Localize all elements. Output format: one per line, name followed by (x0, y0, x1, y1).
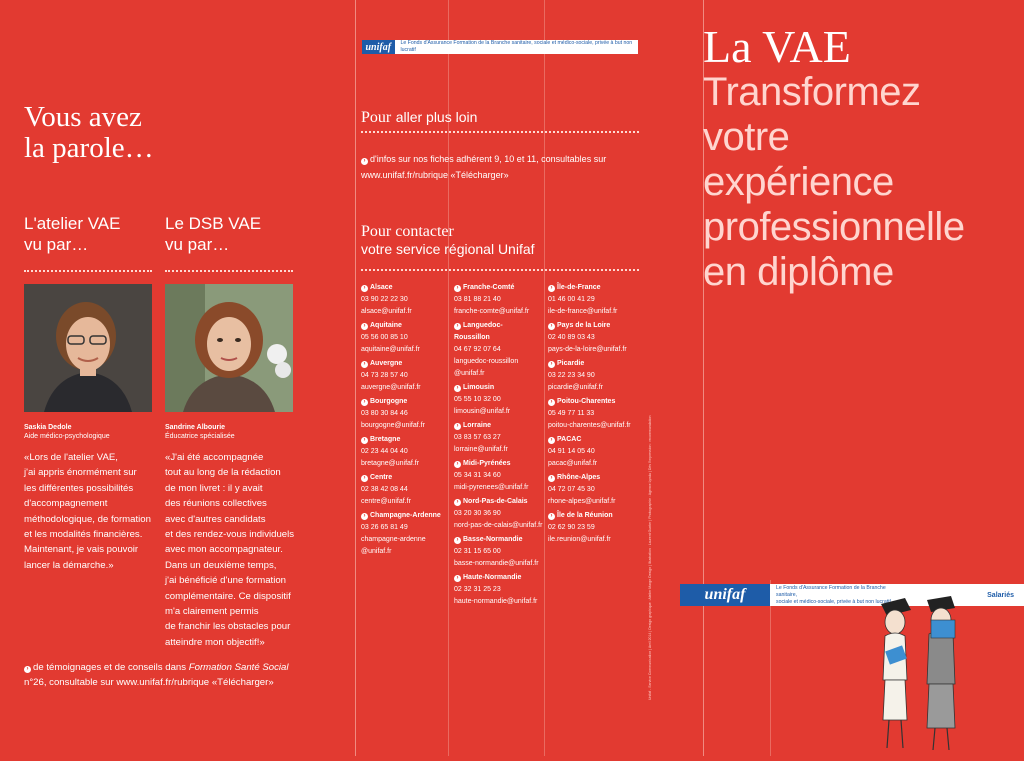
arrow-icon: › (361, 323, 368, 330)
region-alsace: › Alsace 03 90 22 22 30 alsace@unifaf.fr (361, 284, 412, 315)
arrow-icon: › (548, 437, 555, 444)
col2-heading: Le DSB VAE vu par… (165, 214, 262, 254)
region-pays-de-la-loire: › Pays de la Loire 02 40 89 03 43 pays-de-la-loire@unifaf.fr (548, 322, 627, 353)
arrow-icon: › (548, 399, 555, 406)
col2-quote: «J'ai été accompagnée tout au long de la rédaction de mon livret : il y avait des réunions collectives avec d'autres candidats et des rendez-vous individuels avec mon accompagnateur. Dans un deuxième temps, j'ai bénéficié d'une formation complémentaire. Ce dispositif m'a clairement permis de franchir les obstacles pour atteindre mon objectif!» (165, 452, 295, 648)
col2-person: Sandrine Albourie Éducatrice spécialisée (165, 424, 235, 440)
region-midi-pyrenees: › Midi-Pyrénées 05 34 31 34 60 midi-pyrenees@unifaf.fr (454, 460, 529, 491)
middle-divider-1 (361, 131, 639, 133)
regions-column-1 (361, 282, 449, 558)
region-aquitaine: › Aquitaine 05 56 00 85 10 aquitaine@unifaf.fr (361, 322, 420, 353)
region-auvergne: › Auvergne 04 73 28 57 40 auvergne@unifaf.fr (361, 360, 421, 391)
region-languedoc-roussillon: › Languedoc- Roussillon 04 67 92 07 64 languedoc-roussillon @unifaf.fr (454, 322, 519, 377)
middle-divider-2 (361, 269, 639, 271)
region-haute-normandie: › Haute-Normandie 02 32 31 25 23 haute-normandie@unifaf.fr (454, 574, 538, 605)
region-pacac: › PACAC 04 91 14 05 40 pacac@unifaf.fr (548, 436, 598, 467)
arrow-icon: › (361, 361, 368, 368)
info-note: › d'infos sur nos fiches adhérent 9, 10 et 11, consultables sur www.unifaf.fr/rubrique «Télécharger» (361, 154, 607, 180)
arrow-icon: › (548, 285, 555, 292)
arrow-icon: › (361, 285, 368, 292)
region-centre: › Centre 02 38 42 08 44 centre@unifaf.fr (361, 474, 411, 505)
arrow-icon: › (361, 513, 368, 520)
col1-heading: L'atelier VAE vu par… (24, 214, 121, 254)
unifaf-logo-cover: unifaf (680, 584, 770, 606)
arrow-icon: › (454, 423, 461, 430)
audience-label: Salariés (987, 591, 1014, 599)
arrow-icon: › (454, 537, 461, 544)
arrow-icon: › (548, 475, 555, 482)
arrow-icon: › (361, 158, 368, 165)
col1-divider (24, 270, 152, 272)
arrow-icon: › (454, 323, 461, 330)
cover-strip-description: Le Fonds d'Assurance Formation de la Branche sanitaire, sociale et médico-sociale, privée à but non lucratif (776, 584, 891, 605)
portrait-saskia (24, 284, 152, 412)
arrow-icon: › (454, 285, 461, 292)
region-bourgogne: › Bourgogne 03 80 30 84 46 bourgogne@unifaf.fr (361, 398, 425, 429)
left-footer-note: › de témoignages et de conseils dans Formation Santé Social n°26, consultable sur www.unifaf.fr/rubrique «Télécharger» (24, 662, 289, 688)
region-ile-de-france: › Île-de-France 01 46 00 41 29 ile-de-france@unifaf.fr (548, 284, 618, 315)
arrow-icon: › (361, 399, 368, 406)
arrow-icon: › (548, 323, 555, 330)
region-bretagne: › Bretagne 02 23 44 04 40 bretagne@unifaf.fr (361, 436, 420, 467)
region-picardie: › Picardie 03 22 23 34 90 picardie@unifaf.fr (548, 360, 603, 391)
cover-tagline: Transformez votre expérience professionnelle en diplôme (703, 70, 965, 294)
region-basse-normandie: › Basse-Normandie 02 31 15 65 00 basse-normandie@unifaf.fr (454, 536, 539, 567)
unifaf-logo: unifaf (362, 40, 395, 54)
arrow-icon: › (548, 513, 555, 520)
contact-heading: Pour contacter votre service régional Unifaf (361, 223, 535, 257)
graduates-illustration (865, 580, 975, 756)
arrow-icon: › (24, 666, 31, 673)
arrow-icon: › (454, 575, 461, 582)
guide-line-right (770, 580, 771, 756)
region-franche-comte: › Franche-Comté 03 81 88 21 40 franche-comte@unifaf.fr (454, 284, 530, 315)
region-ile-de-la-reunion: › Île de la Réunion 02 62 90 23 59 ile.reunion@unifaf.fr (548, 512, 613, 543)
arrow-icon: › (548, 361, 555, 368)
region-poitou-charentes: › Poitou-Charentes 05 49 77 11 33 poitou-charentes@unifaf.fr (548, 398, 631, 429)
col2-divider (165, 270, 293, 272)
col1-person: Saskia Dedole Aide médico-psychologique (24, 424, 110, 440)
region-champagne-ardenne: › Champagne-Ardenne 03 26 65 81 49 champagne-ardenne @unifaf.fr (361, 512, 441, 555)
arrow-icon: › (454, 461, 461, 468)
fold-line-left (355, 0, 356, 756)
print-credit: Unifaf - Service Communication | Avril 2014 | Design graphique : Atelier Marge Design | Illustration : Laurent Gunter | Photographie : Agence Lynda | Dès l'impression : recommandation (648, 415, 652, 700)
top-logo-strip (362, 40, 638, 54)
region-rhone-alpes: › Rhône-Alpes 04 72 07 45 30 rhone-alpes@unifaf.fr (548, 474, 616, 505)
arrow-icon: › (361, 437, 368, 444)
region-nord-pas-de-calais: › Nord-Pas-de-Calais 03 20 30 36 90 nord-pas-de-calais@unifaf.fr (454, 498, 543, 529)
arrow-icon: › (361, 475, 368, 482)
regions-column-3 (548, 282, 640, 546)
cover-title: La VAE (703, 21, 851, 72)
col1-quote: «Lors de l'atelier VAE, j'ai appris énormément sur les différentes possibilités d'accompagnement méthodologique, de formation et les modalités financières. Maintenant, je vais pouvoir lancer la démarche.» (24, 452, 151, 571)
region-limousin: › Limousin 05 55 10 32 00 limousin@unifaf.fr (454, 384, 511, 415)
portrait-sandrine (165, 284, 293, 412)
arrow-icon: › (454, 499, 461, 506)
regions-column-2 (454, 282, 546, 608)
region-lorraine: › Lorraine 03 83 57 63 27 lorraine@unifaf.fr (454, 422, 508, 453)
page-title: Vous avez la parole… (24, 101, 154, 164)
strip-description: Le Fonds d'Assurance Formation de la Branche sanitaire, sociale et médico-sociale, privée à but non lucratif (400, 40, 633, 53)
pour-aller-heading: Pour aller plus loin (361, 109, 478, 126)
arrow-icon: › (454, 385, 461, 392)
